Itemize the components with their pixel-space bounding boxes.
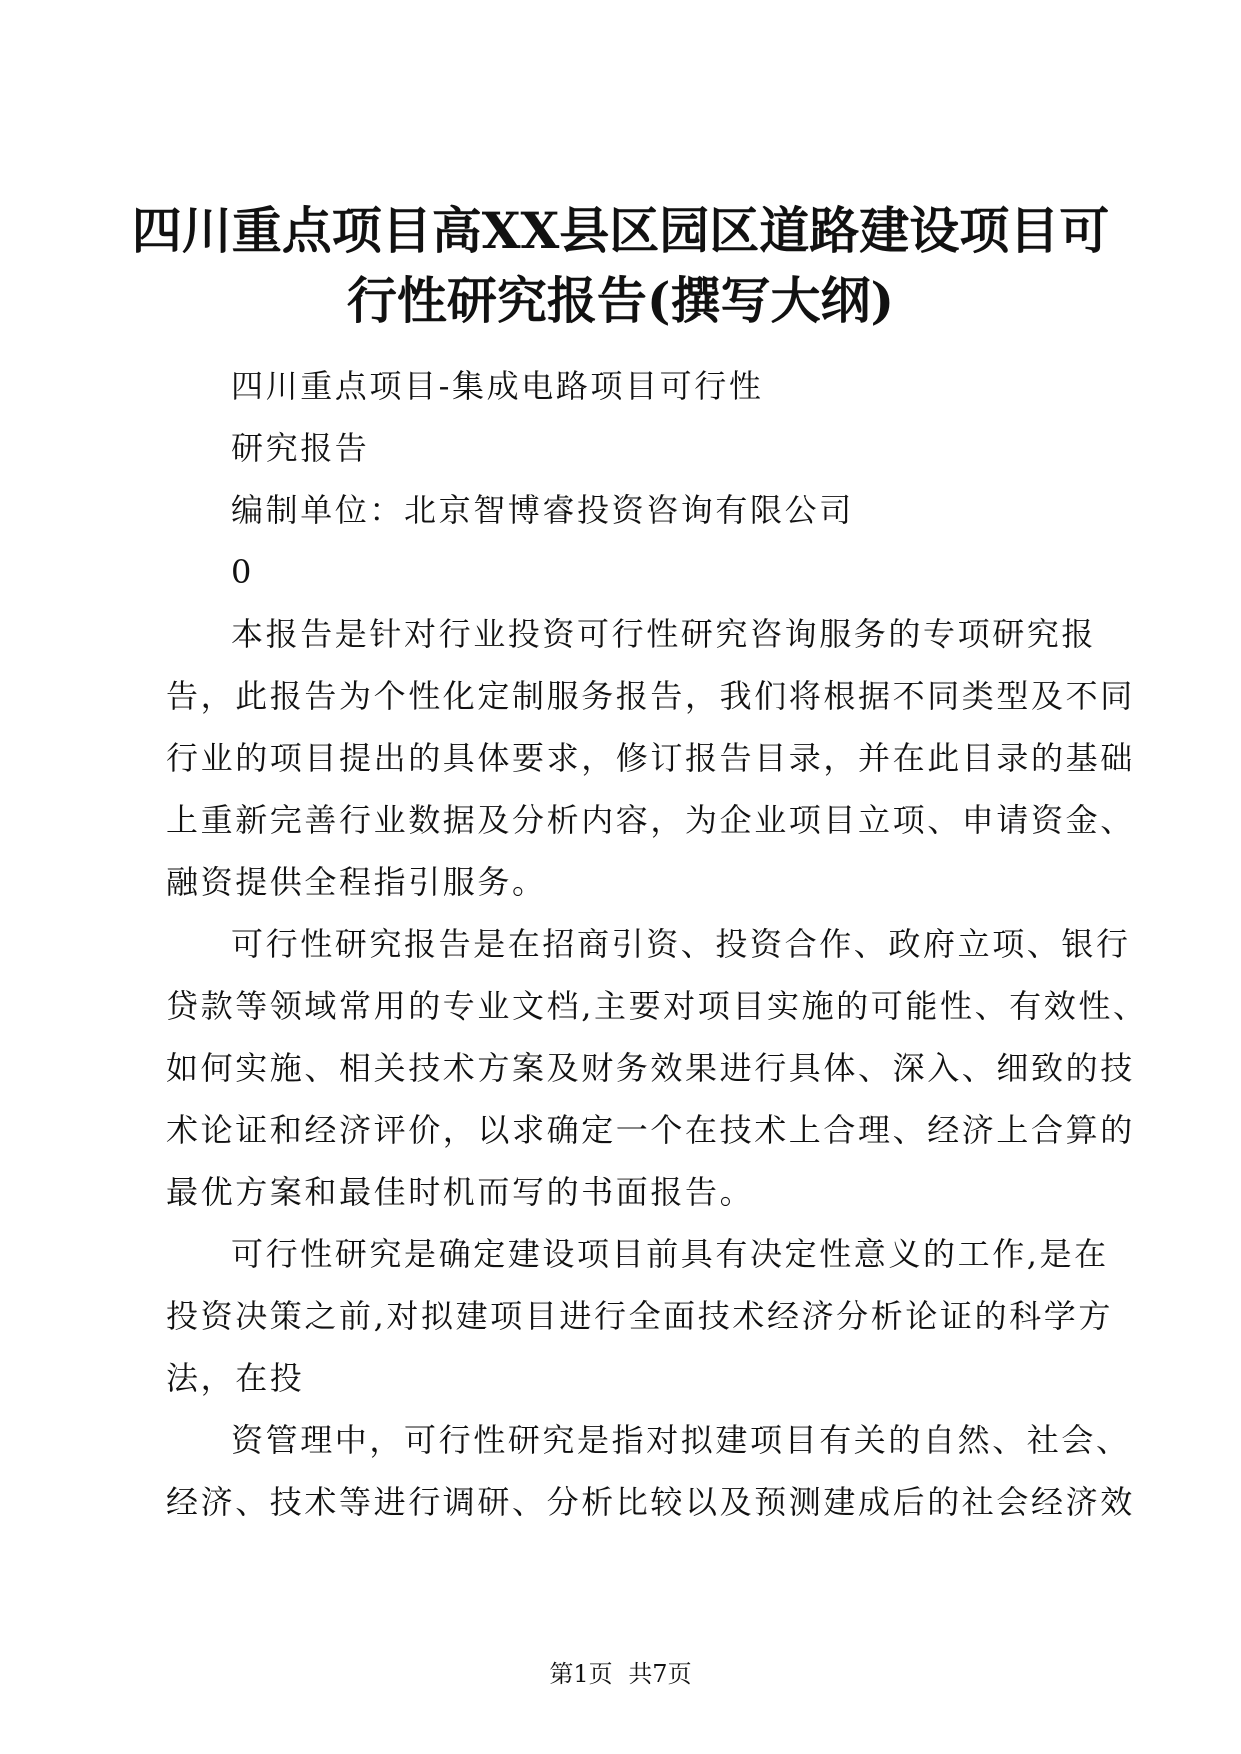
- paragraph-line: 本报告是针对行业投资可行性研究咨询服务的专项研究报: [231, 615, 1097, 653]
- document-body: [166, 355, 1148, 1533]
- page-number-total: 共7页: [628, 1660, 692, 1688]
- document-title: [100, 196, 1141, 336]
- paragraph-line: 法，在投: [166, 1359, 305, 1397]
- paragraph-line: 经济、技术等进行调研、分析比较以及预测建成后的社会经济效: [166, 1483, 1135, 1521]
- paragraph-line: 告，此报告为个性化定制服务报告，我们将根据不同类型及不同: [166, 677, 1135, 715]
- paragraph-line: 上重新完善行业数据及分析内容，为企业项目立项、申请资金、: [166, 801, 1135, 839]
- paragraph-line: 可行性研究是确定建设项目前具有决定性意义的工作,是在: [231, 1235, 1109, 1273]
- title-line-2: 行性研究报告(撰写大纲): [346, 271, 895, 330]
- paragraph-line: 资管理中，可行性研究是指对拟建项目有关的自然、社会、: [231, 1421, 1131, 1459]
- paragraph-line: 术论证和经济评价，以求确定一个在技术上合理、经济上合算的: [166, 1111, 1135, 1149]
- page-number-current: 第1页: [549, 1660, 613, 1688]
- paragraph-line: 可行性研究报告是在招商引资、投资合作、政府立项、银行: [231, 925, 1131, 963]
- subtitle-line-1: 四川重点项目-集成电路项目可行性: [231, 367, 764, 405]
- paragraph-line: 最优方案和最佳时机而写的书面报告。: [166, 1173, 755, 1211]
- paragraph-line: 融资提供全程指引服务。: [166, 863, 547, 901]
- page-footer: [0, 1658, 1241, 1690]
- subtitle-line-2: 研究报告: [231, 429, 370, 467]
- paragraph-line: 如何实施、相关技术方案及财务效果进行具体、深入、细致的技: [166, 1049, 1135, 1087]
- paragraph-line: 投资决策之前,对拟建项目进行全面技术经济分析论证的科学方: [166, 1297, 1113, 1335]
- page-marker: 0: [231, 553, 254, 591]
- paragraph-line: 贷款等领域常用的专业文档,主要对项目实施的可能性、有效性、: [166, 987, 1148, 1025]
- paragraph-line: 行业的项目提出的具体要求，修订报告目录，并在此目录的基础: [166, 739, 1135, 777]
- compiler-unit: 编制单位：北京智博睿投资咨询有限公司: [231, 491, 854, 529]
- title-line-1: 四川重点项目高XX县区园区道路建设项目可: [131, 201, 1110, 260]
